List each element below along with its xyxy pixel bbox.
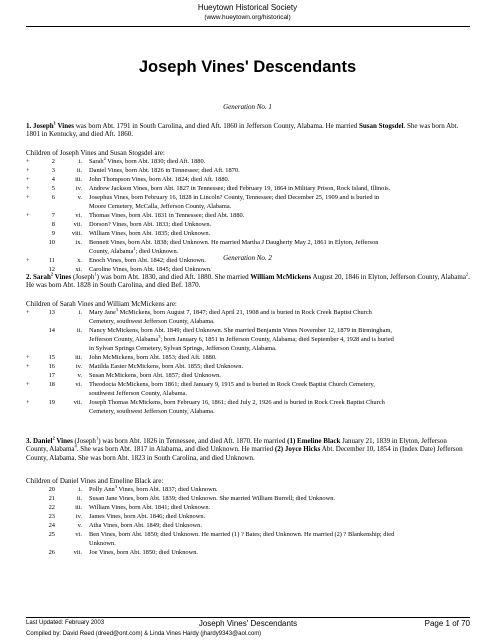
descendant-marker: + [26,212,30,219]
child-details: Joseph Thomas McMickens, born February 16, 1861; died July 2, 1926 and is buried in Rock Creek Baptist Church [89,399,385,406]
child-details: Jefferson County, Alabama$^3$; born January 6, 1851 in Jefferson County, Alabama; died September 4, 1928 and is buried [89,333,394,343]
child-details: Atha Vines, born Abt. 1849; died Unknown. [89,522,202,529]
children-label-2: Children of Sarah Vines and William McMickens are: [26,300,177,308]
child-entry-line [26,522,470,531]
child-entry-line [26,345,470,354]
child-entry-line [26,155,470,167]
child-details: William Vines, born Abt. 1835; died Unknown. [89,230,211,237]
child-number: 12 [48,266,55,273]
child-ordinal: iii. [75,176,82,183]
child-ordinal: iv. [75,513,82,520]
descendant-marker: + [26,354,30,361]
child-entry-line [26,318,470,327]
child-details: Cemetery, southwest Jefferson County, Alabama. [89,318,215,325]
child-ordinal: iii. [75,354,82,361]
child-details: Unknown. [89,540,116,547]
child-entry-line [26,549,470,558]
footer-page-number: Page 1 of 70 [424,619,470,628]
child-details: Susan McMickens, born Abt. 1857; died Unknown. [89,372,221,379]
child-details: William Vines, born Abt. 1841; died Unknown. [89,504,211,511]
child-ordinal: i. [78,486,82,493]
child-ordinal: v. [77,372,82,379]
child-entry-line [26,372,470,381]
child-entry-line [26,212,470,221]
child-ordinal: iii. [75,504,82,511]
child-entry-line [26,221,470,230]
generation-heading-2: Generation No. 2 [223,254,272,262]
child-details: Mary Jane$^3$ McMickens, born August 7, 1847; died April 21, 1908 and is buried in Rock Creek Baptist Church [89,306,372,316]
child-entry-line [26,176,470,185]
child-entry-line [26,354,470,363]
child-details: Andrew Jackson Vines, born Abt. 1827 in Tennessee; died February 19, 1864 in Military Prison, Rock Island, Illinois. [89,185,391,192]
footer-updated: Last Updated: February 2003 [26,620,105,626]
child-details: Ben Vines, born Abt. 1850; died Unknown. He married (1) ? Bates; died Unknown. He married (2) ? Blankenship; died [89,531,395,538]
child-entry-line [26,327,470,336]
child-details: County, Alabama$^1$; died Unknown. [89,245,179,255]
child-ordinal: vi. [75,531,82,538]
children-label-1: Children of Joseph Vines and Susan Stogsdel are: [26,149,165,157]
child-entry-line [26,495,470,504]
child-number: 26 [48,549,55,556]
descendant-marker: + [26,158,30,165]
header-rule [26,26,470,27]
descendant-marker: + [26,399,30,406]
child-ordinal: i. [78,158,82,165]
child-number: 23 [48,513,55,520]
child-ordinal: vii. [73,221,82,228]
child-entry-line [26,540,470,549]
child-ordinal: ii. [76,327,82,334]
child-number: 9 [51,230,55,237]
child-details: James Vines, born Abt. 1846; died Unknown. [89,513,206,520]
descendant-marker: + [26,257,30,264]
society-name: Hueytown Historical Society [197,3,298,12]
footer-title: Joseph Vines' Descendants [198,619,298,628]
child-entry-line [26,167,470,176]
child-details: Theodocia McMickens, born 1861; died January 9, 1915 and is buried in Rock Creek Baptist Church Cemetery, [89,381,375,388]
child-number: 22 [48,504,55,511]
child-number: 10 [48,239,55,246]
child-entry-line [26,363,470,372]
child-details: Moore Cemetery, McCalla, Jefferson County, Alabama. [89,203,232,210]
child-number: 3 [51,167,55,174]
child-number: 2 [51,158,55,165]
child-ordinal: i. [78,309,82,316]
descendant-marker: + [26,167,30,174]
child-details: Susan Jane Vines, born Abt. 1839; died Unknown. She married William Burrell; died Unknown. [89,495,336,502]
child-entry-line [26,266,470,275]
child-entry-line [26,306,470,318]
child-details: John Thompson Vines, born Abt. 1824; died Aft. 1880. [89,176,230,183]
child-details: southwest Jefferson County, Alabama. [89,390,187,397]
child-number: 24 [48,522,55,529]
child-number: 21 [48,495,55,502]
child-number: 17 [48,372,55,379]
child-number: 19 [48,399,55,406]
person-paragraph-3: 3. Daniel$^2$ Vines (Joseph$^1$) was born Abt. 1826 in Tennessee, and died Aft. 1870. He married (1) Emeline Black January 21, 1839 in Elyton, Jefferson County, Alabama$^4$. She was born Abt. 1817 in Alabama, and died Unknown. He married (2) Joyce Hicks Abt. December 10, 1854 in (Index Date) Jefferson County, Alabama. She was born Abt. 1823 in South Carolina, and died Unknown. [26,435,463,462]
child-entry-line [26,203,470,212]
child-number: 25 [48,531,55,538]
child-entry-line [26,230,470,239]
child-details: in Sylvan Springs Cemetery, Sylvan Springs, Jefferson County, Alabama. [89,345,277,352]
child-number: 4 [51,176,55,183]
child-entry-line [26,399,470,408]
child-number: 6 [51,194,55,201]
person-paragraph-2: 2. Sarah$^2$ Vines (Joseph$^1$) was born Abt. 1830, and died Aft. 1880. She married William McMickens August 20, 1846 in Elyton, Jefferson County, Alabama$^2$. He was born Abt. 1828 in South Carolina, and died Bef. 1870. [26,271,470,290]
child-ordinal: iv. [75,185,82,192]
child-number: 11 [48,257,55,264]
child-number: 8 [51,221,55,228]
child-number: 20 [48,486,55,493]
child-entry-line [26,333,470,345]
child-number: 15 [48,354,55,361]
child-ordinal: v. [77,522,82,529]
child-ordinal: ii. [76,495,82,502]
child-details: Thomas Vines, born Abt. 1831 in Tennessee; died Abt. 1880. [89,212,245,219]
child-details: Dorson? Vines, born Abt. 1833; died Unknown. [89,221,212,228]
child-entry-line [26,483,470,495]
descendant-marker: + [26,309,30,316]
child-entry-line [26,194,470,203]
child-entry-line [26,504,470,513]
person-paragraph-1: 1. Joseph$^1$ Vines was born Abt. 1791 in South Carolina, and died Aft. 1860 in Jefferson County, Alabama. He married Susan Stogsdel. She was born Abt. 1801 in Kentucky, and died Aft. 1860. [26,120,459,139]
descendant-marker: + [26,381,30,388]
child-entry-line [26,185,470,194]
child-number: 7 [51,212,55,219]
child-ordinal: vi. [75,212,82,219]
child-entry-line [26,390,470,399]
generation-heading-1: Generation No. 1 [223,103,272,111]
child-details: Caroline Vines, born Abt. 1845; died Unknown. [89,266,212,273]
child-entry-line [26,381,470,390]
child-ordinal: vii. [73,399,82,406]
child-details: Nancy McMickens, born Abt. 1849; died Unknown. She married Benjamin Vines November 12, 1879 in Birmingham, [89,327,393,334]
descendant-marker: + [26,363,30,370]
society-url[interactable]: (www.hueytown.org/historical) [204,14,291,21]
child-number: 14 [48,327,55,334]
child-ordinal: viii. [71,230,82,237]
page-title: Joseph Vines' Descendants [138,58,357,76]
descendant-marker: + [26,194,30,201]
descendant-marker: + [26,185,30,192]
child-entry-line [26,257,470,266]
child-details: Josephus Vines, born February 16, 1828 in Lincoln? County, Tennessee; died December 25, 1909 and is buried in [89,194,380,201]
child-ordinal: ix. [75,239,82,246]
child-details: Daniel Vines, born Abt. 1826 in Tennessee; died Aft. 1870. [89,167,240,174]
child-entry-line [26,239,470,248]
child-ordinal: vii. [73,549,82,556]
child-details: Bennett Vines, born Abt. 1838; died Unknown. He married Martha J Daugherty May 2, 1861 in Elyton, Jefferson [89,239,379,246]
child-entry-line [26,245,470,257]
child-details: Matilda Easter McMickens, born Abt. 1855; died Unknown. [89,363,244,370]
child-entry-line [26,513,470,522]
child-details: Sarah$^2$ Vines, born Abt. 1830; died Aft. 1880. [89,155,206,165]
child-number: 18 [48,381,55,388]
child-ordinal: xi. [75,266,82,273]
child-number: 13 [48,309,55,316]
child-ordinal: iv. [75,363,82,370]
child-ordinal: ii. [76,167,82,174]
child-details: Enoch Vines, born Abt. 1842; died Unknown. [89,257,206,264]
child-entry-line [26,531,470,540]
child-ordinal: vi. [75,381,82,388]
child-details: Polly Ann$^3$ Vines, born Abt. 1837; died Unknown. [89,483,218,493]
child-details: Cemetery, southwest Jefferson County, Alabama. [89,408,215,415]
child-details: John McMickens, born Abt. 1853; died Aft. 1880. [89,354,217,361]
footer-compiled-by: Compiled by: David Reed (dreed@ont.com) & Linda Vines Hardy (jhardy9343@aol.com) [26,631,262,637]
child-number: 16 [48,363,55,370]
descendant-marker: + [26,176,30,183]
child-entry-line [26,408,470,417]
child-ordinal: x. [77,257,82,264]
footer-rule [26,617,470,618]
child-number: 5 [51,185,55,192]
children-label-3: Children of Daniel Vines and Emeline Black are: [26,477,164,485]
child-details: Joe Vines, born Abt. 1850; died Unknown. [89,549,199,556]
child-ordinal: v. [77,194,82,201]
